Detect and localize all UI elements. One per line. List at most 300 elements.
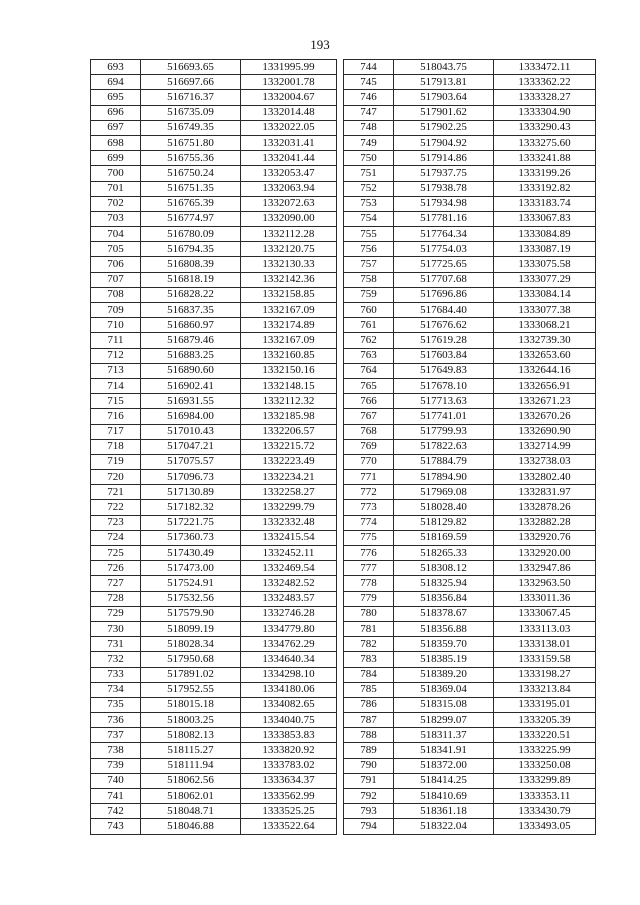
point-number-cell: 696	[91, 105, 141, 120]
y-coordinate-cell: 1332258.27	[241, 485, 337, 500]
point-number-cell: 784	[344, 667, 394, 682]
point-number-cell: 716	[91, 409, 141, 424]
y-coordinate-cell: 1333159.58	[494, 652, 596, 667]
x-coordinate-cell: 518414.25	[394, 773, 494, 788]
page-number: 193	[310, 37, 330, 52]
table-row	[344, 272, 596, 287]
table-row	[344, 713, 596, 728]
y-coordinate-cell: 1333077.29	[494, 272, 596, 287]
point-number-cell: 719	[91, 454, 141, 469]
x-coordinate-cell: 516879.46	[141, 333, 241, 348]
x-coordinate-cell: 518361.18	[394, 804, 494, 819]
y-coordinate-cell: 1333195.01	[494, 697, 596, 712]
table-row	[344, 227, 596, 242]
point-number-cell: 777	[344, 561, 394, 576]
table-row	[344, 90, 596, 105]
table-row	[91, 682, 337, 697]
table-row	[344, 363, 596, 378]
table-row	[344, 667, 596, 682]
y-coordinate-cell: 1332963.50	[494, 576, 596, 591]
x-coordinate-cell: 517579.90	[141, 606, 241, 621]
point-number-cell: 694	[91, 75, 141, 90]
y-coordinate-cell: 1333472.11	[494, 60, 596, 75]
point-number-cell: 764	[344, 363, 394, 378]
y-coordinate-cell: 1332031.41	[241, 135, 337, 150]
point-number-cell: 697	[91, 120, 141, 135]
table-row	[91, 394, 337, 409]
table-row	[344, 637, 596, 652]
y-coordinate-cell: 1332469.54	[241, 561, 337, 576]
table-row	[91, 378, 337, 393]
table-row	[344, 758, 596, 773]
point-number-cell: 738	[91, 743, 141, 758]
y-coordinate-cell: 1333225.99	[494, 743, 596, 758]
x-coordinate-cell: 518369.04	[394, 682, 494, 697]
x-coordinate-cell: 516794.35	[141, 242, 241, 257]
point-number-cell: 773	[344, 500, 394, 515]
point-number-cell: 733	[91, 667, 141, 682]
y-coordinate-cell: 1332223.49	[241, 454, 337, 469]
table-row	[344, 546, 596, 561]
x-coordinate-cell: 518169.59	[394, 530, 494, 545]
point-number-cell: 789	[344, 743, 394, 758]
table-row	[344, 181, 596, 196]
table-row	[344, 394, 596, 409]
table-row	[91, 515, 337, 530]
point-number-cell: 702	[91, 196, 141, 211]
table-row	[91, 333, 337, 348]
y-coordinate-cell: 1333241.88	[494, 151, 596, 166]
point-number-cell: 774	[344, 515, 394, 530]
y-coordinate-cell: 1333113.03	[494, 621, 596, 636]
y-coordinate-cell: 1332174.89	[241, 318, 337, 333]
point-number-cell: 704	[91, 227, 141, 242]
table-row	[91, 439, 337, 454]
table-row	[344, 242, 596, 257]
y-coordinate-cell: 1332483.57	[241, 591, 337, 606]
x-coordinate-cell: 517676.62	[394, 318, 494, 333]
x-coordinate-cell: 517904.92	[394, 135, 494, 150]
y-coordinate-cell: 1332148.15	[241, 378, 337, 393]
table-row	[91, 135, 337, 150]
point-number-cell: 721	[91, 485, 141, 500]
point-number-cell: 698	[91, 135, 141, 150]
y-coordinate-cell: 1332160.85	[241, 348, 337, 363]
x-coordinate-cell: 517725.65	[394, 257, 494, 272]
y-coordinate-cell: 1333067.83	[494, 211, 596, 226]
x-coordinate-cell: 518043.75	[394, 60, 494, 75]
x-coordinate-cell: 517707.68	[394, 272, 494, 287]
x-coordinate-cell: 517696.86	[394, 287, 494, 302]
table-row	[91, 105, 337, 120]
x-coordinate-cell: 516860.97	[141, 318, 241, 333]
point-number-cell: 779	[344, 591, 394, 606]
y-coordinate-cell: 1333299.89	[494, 773, 596, 788]
point-number-cell: 736	[91, 713, 141, 728]
y-coordinate-cell: 1333075.58	[494, 257, 596, 272]
table-row	[91, 713, 337, 728]
point-number-cell: 762	[344, 333, 394, 348]
y-coordinate-cell: 1332063.94	[241, 181, 337, 196]
point-number-cell: 706	[91, 257, 141, 272]
x-coordinate-cell: 517934.98	[394, 196, 494, 211]
point-number-cell: 761	[344, 318, 394, 333]
table-row	[344, 348, 596, 363]
table-row	[91, 60, 337, 75]
x-coordinate-cell: 518378.67	[394, 606, 494, 621]
y-coordinate-cell: 1332004.67	[241, 90, 337, 105]
y-coordinate-cell: 1333853.83	[241, 728, 337, 743]
table-row	[344, 166, 596, 181]
y-coordinate-cell: 1332206.57	[241, 424, 337, 439]
y-coordinate-cell: 1332041.44	[241, 151, 337, 166]
table-row	[344, 120, 596, 135]
x-coordinate-cell: 516902.41	[141, 378, 241, 393]
point-number-cell: 771	[344, 470, 394, 485]
point-number-cell: 722	[91, 500, 141, 515]
table-row	[344, 470, 596, 485]
y-coordinate-cell: 1333068.21	[494, 318, 596, 333]
x-coordinate-cell: 518003.25	[141, 713, 241, 728]
x-coordinate-cell: 518265.33	[394, 546, 494, 561]
point-number-cell: 743	[91, 819, 141, 834]
y-coordinate-cell: 1332167.09	[241, 333, 337, 348]
point-number-cell: 725	[91, 546, 141, 561]
table-row	[344, 409, 596, 424]
x-coordinate-cell: 517894.90	[394, 470, 494, 485]
point-number-cell: 783	[344, 652, 394, 667]
point-number-cell: 723	[91, 515, 141, 530]
point-number-cell: 717	[91, 424, 141, 439]
x-coordinate-cell: 518062.56	[141, 773, 241, 788]
y-coordinate-cell: 1332920.00	[494, 546, 596, 561]
table-row	[91, 819, 337, 834]
x-coordinate-cell: 518099.19	[141, 621, 241, 636]
table-row	[344, 515, 596, 530]
point-number-cell: 790	[344, 758, 394, 773]
y-coordinate-cell: 1333199.26	[494, 166, 596, 181]
y-coordinate-cell: 1332452.11	[241, 546, 337, 561]
point-number-cell: 760	[344, 303, 394, 318]
y-coordinate-cell: 1333084.14	[494, 287, 596, 302]
x-coordinate-cell: 518299.07	[394, 713, 494, 728]
point-number-cell: 749	[344, 135, 394, 150]
table-row	[91, 530, 337, 545]
x-coordinate-cell: 517913.81	[394, 75, 494, 90]
x-coordinate-cell: 516751.80	[141, 135, 241, 150]
x-coordinate-cell: 517713.63	[394, 394, 494, 409]
point-number-cell: 747	[344, 105, 394, 120]
point-number-cell: 767	[344, 409, 394, 424]
point-number-cell: 701	[91, 181, 141, 196]
table-row	[344, 591, 596, 606]
point-number-cell: 748	[344, 120, 394, 135]
point-number-cell: 741	[91, 789, 141, 804]
y-coordinate-cell: 1333192.82	[494, 181, 596, 196]
y-coordinate-cell: 1332014.48	[241, 105, 337, 120]
point-number-cell: 744	[344, 60, 394, 75]
x-coordinate-cell: 517075.57	[141, 454, 241, 469]
x-coordinate-cell: 518341.91	[394, 743, 494, 758]
table-row	[344, 378, 596, 393]
point-number-cell: 793	[344, 804, 394, 819]
y-coordinate-cell: 1332656.91	[494, 378, 596, 393]
x-coordinate-cell: 516780.09	[141, 227, 241, 242]
y-coordinate-cell: 1332739.30	[494, 333, 596, 348]
table-row	[91, 789, 337, 804]
x-coordinate-cell: 518015.18	[141, 697, 241, 712]
y-coordinate-cell: 1333250.08	[494, 758, 596, 773]
y-coordinate-cell: 1332142.36	[241, 272, 337, 287]
table-row	[91, 804, 337, 819]
point-number-cell: 707	[91, 272, 141, 287]
point-number-cell: 752	[344, 181, 394, 196]
point-number-cell: 703	[91, 211, 141, 226]
x-coordinate-cell: 518082.13	[141, 728, 241, 743]
table-row	[91, 272, 337, 287]
table-row	[91, 758, 337, 773]
point-number-cell: 786	[344, 697, 394, 712]
x-coordinate-cell: 517096.73	[141, 470, 241, 485]
y-coordinate-cell: 1332234.21	[241, 470, 337, 485]
point-number-cell: 768	[344, 424, 394, 439]
table-row	[344, 151, 596, 166]
x-coordinate-cell: 517524.91	[141, 576, 241, 591]
point-number-cell: 758	[344, 272, 394, 287]
x-coordinate-cell: 517969.08	[394, 485, 494, 500]
y-coordinate-cell: 1333183.74	[494, 196, 596, 211]
y-coordinate-cell: 1333562.99	[241, 789, 337, 804]
x-coordinate-cell: 517360.73	[141, 530, 241, 545]
y-coordinate-cell: 1332215.72	[241, 439, 337, 454]
table-row	[91, 303, 337, 318]
x-coordinate-cell: 516828.22	[141, 287, 241, 302]
table-row	[344, 819, 596, 834]
y-coordinate-cell: 1332332.48	[241, 515, 337, 530]
point-number-cell: 770	[344, 454, 394, 469]
table-row	[91, 637, 337, 652]
y-coordinate-cell: 1333353.11	[494, 789, 596, 804]
point-number-cell: 750	[344, 151, 394, 166]
table-row	[91, 120, 337, 135]
table-row	[91, 211, 337, 226]
x-coordinate-cell: 516883.25	[141, 348, 241, 363]
y-coordinate-cell: 1332001.78	[241, 75, 337, 90]
table-row	[91, 697, 337, 712]
table-row	[344, 530, 596, 545]
point-number-cell: 745	[344, 75, 394, 90]
y-coordinate-cell: 1333213.84	[494, 682, 596, 697]
y-coordinate-cell: 1332299.79	[241, 500, 337, 515]
y-coordinate-cell: 1332053.47	[241, 166, 337, 181]
point-number-cell: 780	[344, 606, 394, 621]
table-row	[344, 424, 596, 439]
x-coordinate-cell: 517603.84	[394, 348, 494, 363]
y-coordinate-cell: 1332072.63	[241, 196, 337, 211]
y-coordinate-cell: 1332644.16	[494, 363, 596, 378]
table-row	[91, 90, 337, 105]
x-coordinate-cell: 517903.64	[394, 90, 494, 105]
y-coordinate-cell: 1332120.75	[241, 242, 337, 257]
x-coordinate-cell: 516697.66	[141, 75, 241, 90]
y-coordinate-cell: 1334040.75	[241, 713, 337, 728]
x-coordinate-cell: 517901.62	[394, 105, 494, 120]
point-number-cell: 746	[344, 90, 394, 105]
table-row	[91, 773, 337, 788]
table-row	[344, 454, 596, 469]
x-coordinate-cell: 517430.49	[141, 546, 241, 561]
table-row	[344, 500, 596, 515]
x-coordinate-cell: 517010.43	[141, 424, 241, 439]
point-number-cell: 714	[91, 378, 141, 393]
y-coordinate-cell: 1333634.37	[241, 773, 337, 788]
y-coordinate-cell: 1332482.52	[241, 576, 337, 591]
point-number-cell: 730	[91, 621, 141, 636]
x-coordinate-cell: 516774.97	[141, 211, 241, 226]
table-row	[344, 318, 596, 333]
x-coordinate-cell: 518048.71	[141, 804, 241, 819]
table-row	[344, 485, 596, 500]
y-coordinate-cell: 1332920.76	[494, 530, 596, 545]
table-row	[91, 287, 337, 302]
table-row	[91, 485, 337, 500]
x-coordinate-cell: 518311.37	[394, 728, 494, 743]
x-coordinate-cell: 517649.83	[394, 363, 494, 378]
point-number-cell: 711	[91, 333, 141, 348]
point-number-cell: 751	[344, 166, 394, 181]
table-row	[344, 789, 596, 804]
x-coordinate-cell: 517950.68	[141, 652, 241, 667]
table-row	[344, 196, 596, 211]
y-coordinate-cell: 1332947.86	[494, 561, 596, 576]
x-coordinate-cell: 516750.24	[141, 166, 241, 181]
x-coordinate-cell: 517684.40	[394, 303, 494, 318]
x-coordinate-cell: 517221.75	[141, 515, 241, 530]
x-coordinate-cell: 517619.28	[394, 333, 494, 348]
y-coordinate-cell: 1333362.22	[494, 75, 596, 90]
point-number-cell: 769	[344, 439, 394, 454]
table-row	[344, 576, 596, 591]
coordinate-table-left	[90, 59, 337, 835]
table-row	[91, 591, 337, 606]
point-number-cell: 735	[91, 697, 141, 712]
point-number-cell: 726	[91, 561, 141, 576]
y-coordinate-cell: 1333783.02	[241, 758, 337, 773]
x-coordinate-cell: 518359.70	[394, 637, 494, 652]
point-number-cell: 787	[344, 713, 394, 728]
x-coordinate-cell: 516755.36	[141, 151, 241, 166]
table-row	[91, 500, 337, 515]
point-number-cell: 700	[91, 166, 141, 181]
x-coordinate-cell: 518028.34	[141, 637, 241, 652]
point-number-cell: 699	[91, 151, 141, 166]
table-row	[91, 424, 337, 439]
y-coordinate-cell: 1332150.16	[241, 363, 337, 378]
y-coordinate-cell: 1332670.26	[494, 409, 596, 424]
point-number-cell: 695	[91, 90, 141, 105]
point-number-cell: 718	[91, 439, 141, 454]
y-coordinate-cell: 1333328.27	[494, 90, 596, 105]
table-row	[344, 561, 596, 576]
x-coordinate-cell: 516808.39	[141, 257, 241, 272]
point-number-cell: 709	[91, 303, 141, 318]
x-coordinate-cell: 518372.00	[394, 758, 494, 773]
y-coordinate-cell: 1332167.09	[241, 303, 337, 318]
table-row	[91, 561, 337, 576]
x-coordinate-cell: 518062.01	[141, 789, 241, 804]
y-coordinate-cell: 1332878.26	[494, 500, 596, 515]
y-coordinate-cell: 1332112.32	[241, 394, 337, 409]
y-coordinate-cell: 1333138.01	[494, 637, 596, 652]
x-coordinate-cell: 516765.39	[141, 196, 241, 211]
coordinate-table-right	[343, 59, 596, 835]
table-row	[91, 652, 337, 667]
table-row	[91, 576, 337, 591]
table-row	[91, 363, 337, 378]
x-coordinate-cell: 517902.25	[394, 120, 494, 135]
table-row	[344, 621, 596, 636]
table-row	[344, 743, 596, 758]
table-row	[91, 227, 337, 242]
table-row	[344, 135, 596, 150]
point-number-cell: 781	[344, 621, 394, 636]
table-row	[344, 60, 596, 75]
y-coordinate-cell: 1332882.28	[494, 515, 596, 530]
table-row	[344, 773, 596, 788]
x-coordinate-cell: 517754.03	[394, 242, 494, 257]
point-number-cell: 785	[344, 682, 394, 697]
y-coordinate-cell: 1333290.43	[494, 120, 596, 135]
x-coordinate-cell: 517047.21	[141, 439, 241, 454]
x-coordinate-cell: 517678.10	[394, 378, 494, 393]
point-number-cell: 791	[344, 773, 394, 788]
table-row	[344, 439, 596, 454]
y-coordinate-cell: 1333084.89	[494, 227, 596, 242]
table-row	[91, 743, 337, 758]
y-coordinate-cell: 1332415.54	[241, 530, 337, 545]
point-number-cell: 712	[91, 348, 141, 363]
x-coordinate-cell: 517952.55	[141, 682, 241, 697]
x-coordinate-cell: 518322.04	[394, 819, 494, 834]
y-coordinate-cell: 1334180.06	[241, 682, 337, 697]
point-number-cell: 739	[91, 758, 141, 773]
y-coordinate-cell: 1332090.00	[241, 211, 337, 226]
point-number-cell: 765	[344, 378, 394, 393]
y-coordinate-cell: 1333820.92	[241, 743, 337, 758]
table-row	[344, 333, 596, 348]
x-coordinate-cell: 518315.08	[394, 697, 494, 712]
y-coordinate-cell: 1334298.10	[241, 667, 337, 682]
x-coordinate-cell: 518028.40	[394, 500, 494, 515]
x-coordinate-cell: 517822.63	[394, 439, 494, 454]
point-number-cell: 776	[344, 546, 394, 561]
point-number-cell: 732	[91, 652, 141, 667]
table-row	[91, 667, 337, 682]
point-number-cell: 794	[344, 819, 394, 834]
point-number-cell: 759	[344, 287, 394, 302]
y-coordinate-cell: 1333011.36	[494, 591, 596, 606]
x-coordinate-cell: 517532.56	[141, 591, 241, 606]
point-number-cell: 756	[344, 242, 394, 257]
y-coordinate-cell: 1332746.28	[241, 606, 337, 621]
table-row	[344, 682, 596, 697]
point-number-cell: 772	[344, 485, 394, 500]
y-coordinate-cell: 1334640.34	[241, 652, 337, 667]
x-coordinate-cell: 516735.09	[141, 105, 241, 120]
y-coordinate-cell: 1333275.60	[494, 135, 596, 150]
x-coordinate-cell: 516749.35	[141, 120, 241, 135]
table-row	[344, 211, 596, 226]
